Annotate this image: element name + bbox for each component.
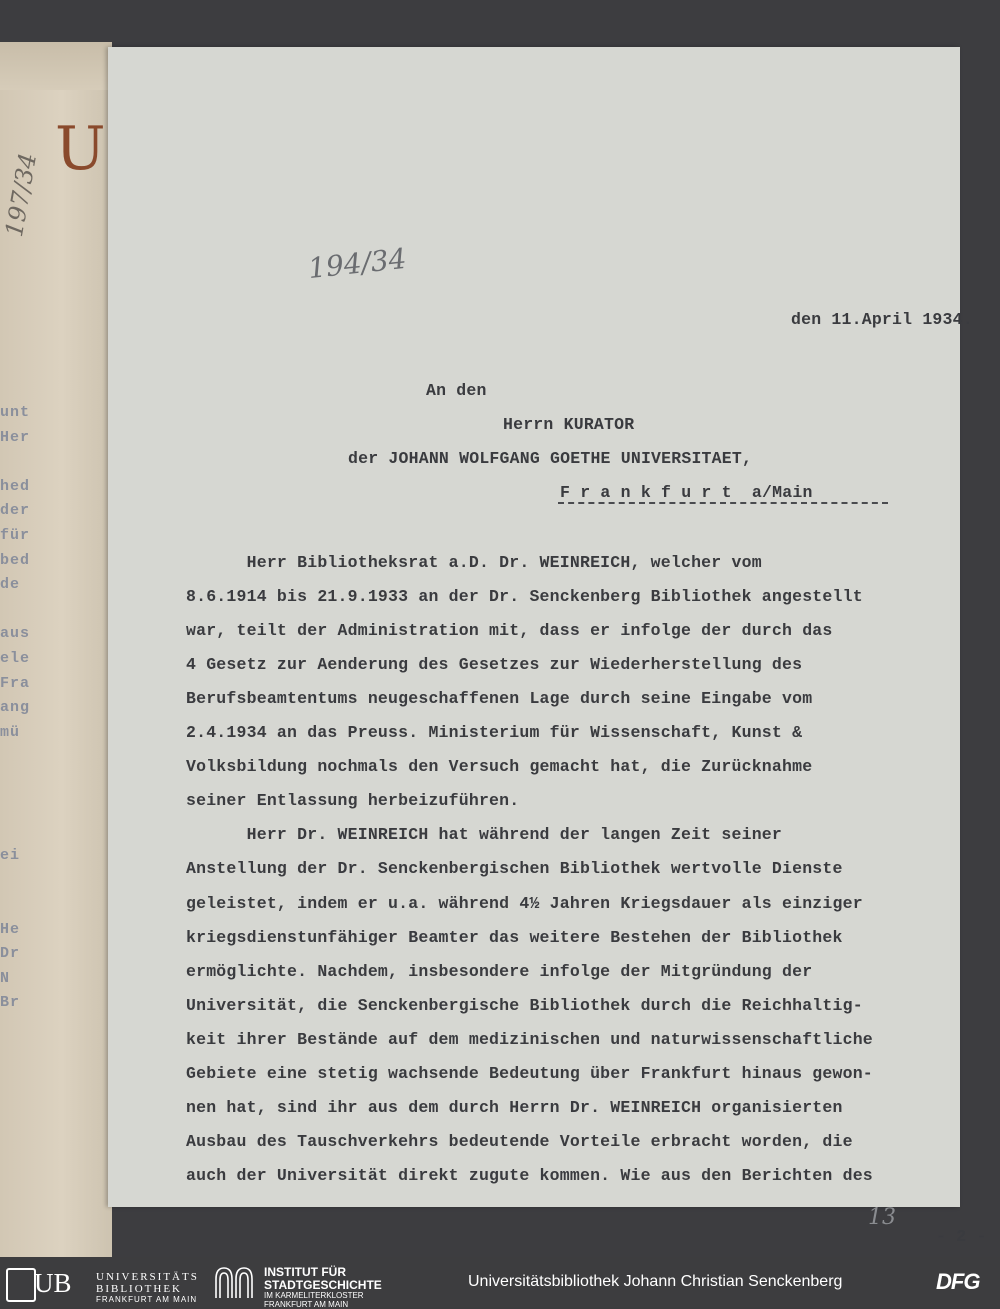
footer-library-name: Universitätsbibliothek Johann Christian Senckenberg — [468, 1273, 843, 1290]
underlying-sheet — [0, 42, 112, 1257]
ub-logo-line: FRANKFURT AM MAIN — [96, 1295, 198, 1304]
body-line: geleistet, indem er u.a. während 4½ Jahren Kriegsdauer als einziger — [186, 893, 863, 913]
margin-fragment: ele — [0, 650, 31, 667]
body-line: war, teilt der Administration mit, dass er infolge der durch das — [186, 621, 833, 641]
underlying-sheet-top — [0, 42, 112, 90]
letter-date: den 11.April 1934. — [791, 310, 973, 329]
ub-logo-letters: UB — [34, 1268, 72, 1298]
body-line: seiner Entlassung herbeizuführen. — [186, 791, 520, 811]
isg-logo-line: STADTGESCHICHTE — [264, 1278, 382, 1292]
body-line: kriegsdienstunfähiger Beamter das weitere Bestehen der Bibliothek — [186, 927, 843, 947]
isg-arches-icon — [214, 1265, 256, 1299]
footer-bar — [0, 1257, 1000, 1307]
address-underline — [558, 502, 888, 504]
address-city: F r a n k f u r t a/Main — [560, 483, 813, 502]
ub-emblem-icon — [6, 1268, 36, 1302]
body-line: keit ihrer Bestände auf dem medizinischen und naturwissenschaftliche — [186, 1029, 873, 1049]
body-line: Volksbildung nochmals den Versuch gemacht hat, die Zurücknahme — [186, 757, 813, 777]
margin-fragment: N — [0, 969, 11, 987]
margin-fragment: bed — [0, 551, 31, 569]
ub-logo-line: BIBLIOTHEK — [96, 1283, 182, 1295]
folio-number: 13 — [868, 1205, 896, 1230]
margin-fragment: der — [0, 502, 31, 520]
margin-fragment: unt — [0, 404, 31, 421]
letter-page — [108, 47, 987, 1246]
margin-fragment: He — [0, 920, 21, 938]
margin-fragment: hed — [0, 477, 31, 495]
address-line: An den — [426, 381, 487, 400]
margin-fragment: Dr — [0, 945, 21, 963]
margin-fragment: Her — [0, 428, 31, 446]
body-line: Berufsbeamtentums neugeschaffenen Lage durch seine Eingabe vom — [186, 689, 813, 709]
isg-logo-line: IM KARMELITERKLOSTER — [264, 1291, 364, 1300]
body-line: Gebiete eine stetig wachsende Bedeutung über Frankfurt hinaus gewon- — [186, 1063, 873, 1083]
body-line: 8.6.1914 bis 21.9.1933 an der Dr. Senckenberg Bibliothek angestellt — [186, 587, 863, 607]
body-line: Anstellung der Dr. Senckenbergischen Bibliothek wertvolle Dienste — [186, 859, 843, 879]
body-line: 4 Gesetz zur Aenderung des Gesetzes zur Wiederherstellung des — [186, 655, 803, 675]
dfg-logo: DFG — [936, 1269, 980, 1294]
body-line: Universität, die Senckenbergische Bibliothek durch die Reichhaltig- — [186, 995, 863, 1015]
body-line: 2.4.1934 an das Preuss. Ministerium für Wissenschaft, Kunst & — [186, 723, 803, 743]
margin-fragment: Fra — [0, 674, 31, 692]
isg-logo-line: INSTITUT FÜR — [264, 1265, 346, 1279]
margin-fragment: ei — [0, 846, 21, 864]
body-line: Ausbau des Tauschverkehrs bedeutende Vorteile erbracht worden, die — [186, 1131, 853, 1151]
address-line: der JOHANN WOLFGANG GOETHE UNIVERSITAET, — [348, 449, 753, 468]
isg-logo-line: FRANKFURT AM MAIN — [264, 1300, 349, 1309]
margin-accession-number: 197/34 — [0, 150, 43, 239]
margin-fragment: de — [0, 576, 21, 594]
body-line: ermöglichte. Nachdem, insbesondere infolge der Mitgründung der — [186, 961, 813, 981]
body-line: Herr Dr. WEINREICH hat während der langen Zeit seiner — [186, 825, 782, 845]
body-line: nen hat, sind ihr aus dem durch Herrn Dr. WEINREICH organisierten — [186, 1097, 843, 1117]
body-line: auch der Universität direkt zugute kommen. Wie aus den Berichten des — [186, 1165, 873, 1185]
page-number: - 2 - — [936, 1227, 987, 1246]
handwritten-reference: 194/34 — [306, 241, 408, 286]
address-line: Herrn KURATOR — [503, 415, 635, 434]
margin-fragment: ang — [0, 699, 31, 717]
body-line: Herr Bibliotheksrat a.D. Dr. WEINREICH, welcher vom — [186, 553, 762, 572]
margin-fragment: aus — [0, 625, 31, 643]
margin-fragment: mü — [0, 723, 21, 741]
margin-fragment: für — [0, 527, 31, 544]
margin-fragment: Br — [0, 994, 21, 1012]
ub-logo-line: UNIVERSITÄTS — [96, 1271, 199, 1283]
archive-stamp-u: U — [55, 114, 106, 184]
